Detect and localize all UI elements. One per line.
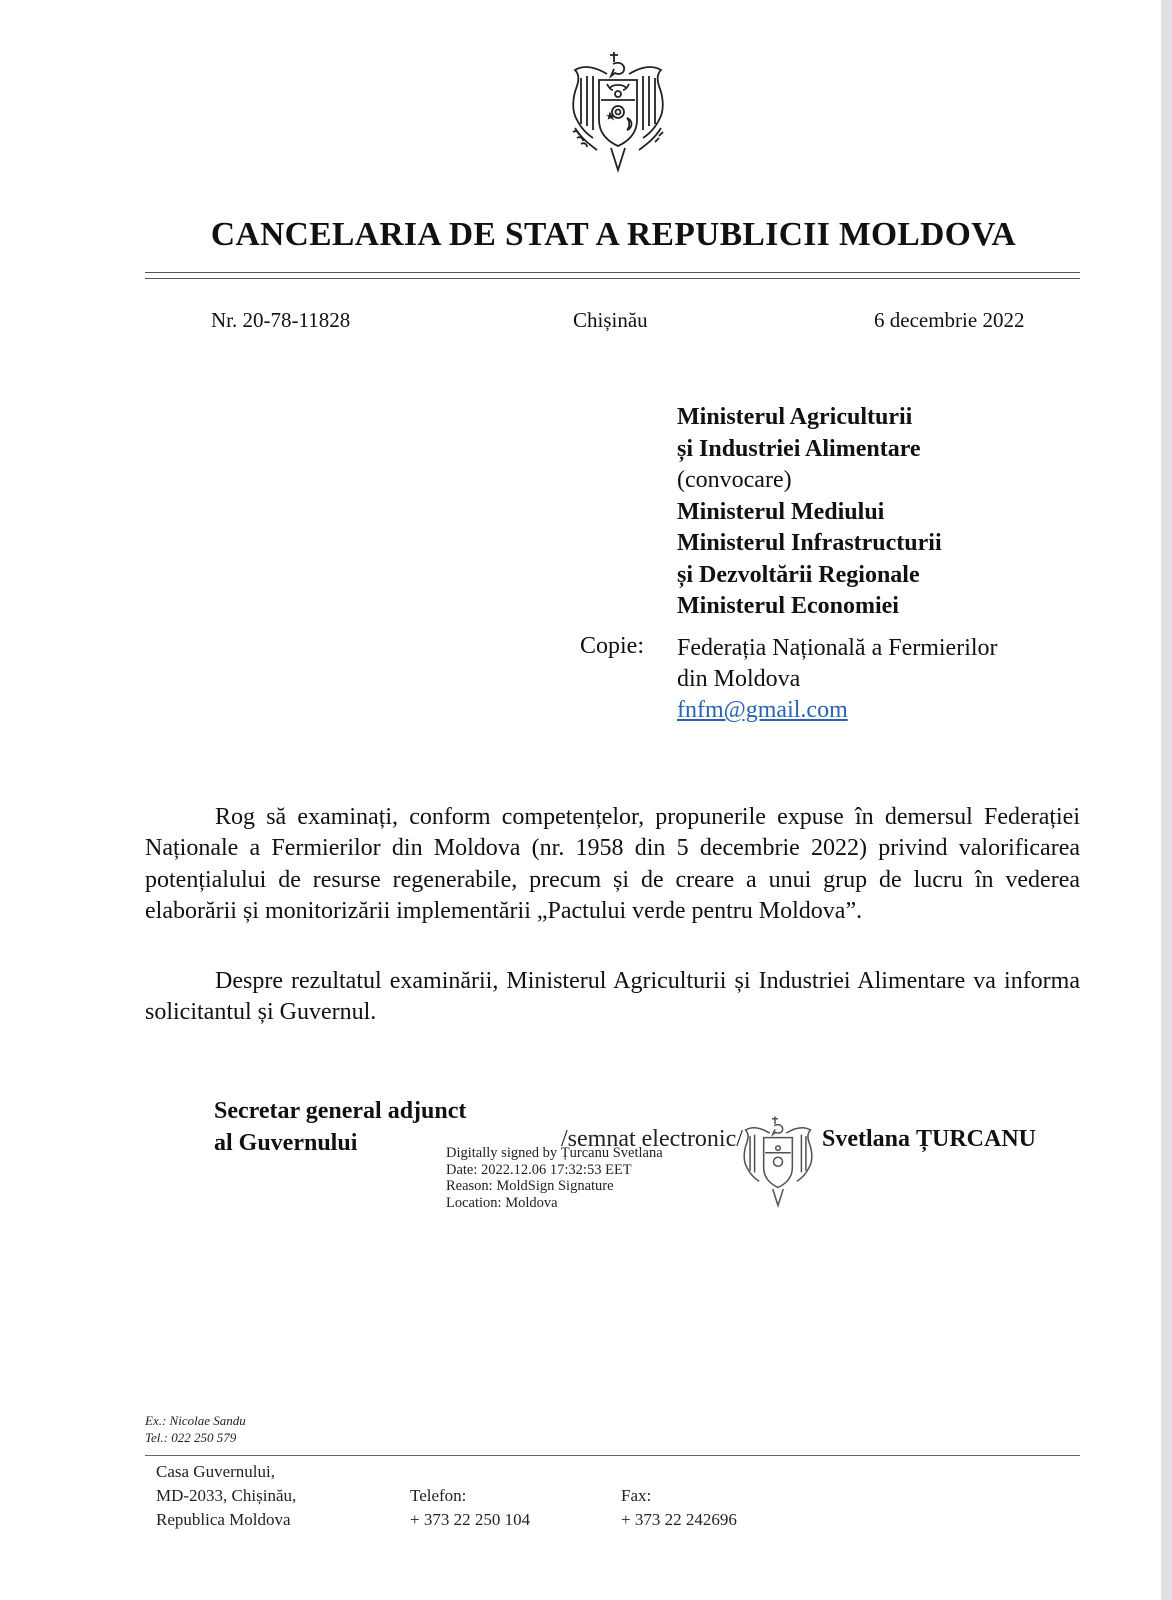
footer-address [156, 1460, 296, 1532]
page-edge [1161, 0, 1172, 1600]
moldova-coat-of-arms-icon [565, 48, 671, 174]
copy-recipient [677, 633, 998, 726]
header-rule-bottom [145, 278, 1080, 279]
copy-line: din Moldova [677, 666, 801, 692]
digital-signature-details [446, 1145, 663, 1211]
footer-phone-number: + 373 22 250 104 [410, 1510, 531, 1529]
copy-label: Copie: [580, 633, 644, 659]
recipient-line: Ministerul Agriculturii [677, 404, 913, 430]
digital-signature-line: Reason: MoldSign Signature [446, 1178, 614, 1194]
electronic-signature-note: /semnat electronic/ [561, 1126, 743, 1152]
digital-signature-line: Date: 2022.12.06 17:32:53 EET [446, 1161, 632, 1178]
document-city: Chișinău [573, 308, 648, 332]
recipient-line: și Industriei Alimentare [677, 435, 921, 462]
signatory-name: Svetlana ȚURCANU [822, 1126, 1037, 1152]
document-number: Nr. 20-78-11828 [211, 308, 351, 332]
digital-signature-line: Location: Moldova [446, 1194, 558, 1211]
signatory-title-line: al Guvernului [214, 1130, 358, 1156]
recipient-line: Ministerul Mediului [677, 498, 885, 525]
copy-line: Federația Națională a Fermierilor [677, 635, 998, 661]
footer-fax [621, 1484, 737, 1532]
footer-address-line: Casa Guvernului, [156, 1462, 275, 1481]
email-link[interactable]: fnfm@gmail.com [677, 697, 848, 723]
footer-address-line: MD-2033, Chișinău, [156, 1486, 297, 1505]
recipient-line: și Dezvoltării Regionale [677, 561, 920, 588]
recipients-list [677, 402, 942, 623]
footer-fax-number: + 373 22 242696 [621, 1510, 737, 1529]
signature-emblem-icon [738, 1106, 818, 1216]
document-date: 6 decembrie 2022 [874, 308, 1025, 332]
recipient-line: (convocare) [677, 467, 792, 493]
signatory-title-line: Secretar general adjunct [214, 1098, 467, 1124]
signatory-title [214, 1095, 466, 1159]
executor-name: Ex.: Nicolae Sandu [145, 1413, 246, 1428]
digital-signature-line: Digitally signed by Țurcanu Svetlana [446, 1145, 663, 1161]
body-paragraph-1: Rog să examinați, conform competențelor, propunerile expuse în demersul Federației Naționale a Fermierilor din Moldova (nr. 1958 din 5 decembrie 2022) privind valorificarea potențialului de resurse regenerabile, precum și de creare a unui grup de lucru în vederea elaborării și monitorizării implementării „Pactului verde pentru Moldova”. [145, 804, 1080, 925]
footer-phone-label: Telefon: [410, 1486, 467, 1505]
recipient-line: Ministerul Economiei [677, 593, 899, 619]
footer-phone [410, 1484, 530, 1532]
footer-rule [145, 1455, 1080, 1456]
recipient-line: Ministerul Infrastructurii [677, 530, 942, 556]
footer-address-line: Republica Moldova [156, 1510, 291, 1529]
executor-info [145, 1412, 246, 1446]
footer-fax-label: Fax: [621, 1486, 652, 1505]
header-rule-top [145, 272, 1080, 273]
executor-phone: Tel.: 022 250 579 [145, 1430, 237, 1445]
institution-title: CANCELARIA DE STAT A REPUBLICII MOLDOVA [210, 216, 1017, 253]
body-paragraph-2: Despre rezultatul examinării, Ministerul Agriculturii și Industriei Alimentare va informa solicitantul și Guvernul. [145, 968, 1080, 1026]
